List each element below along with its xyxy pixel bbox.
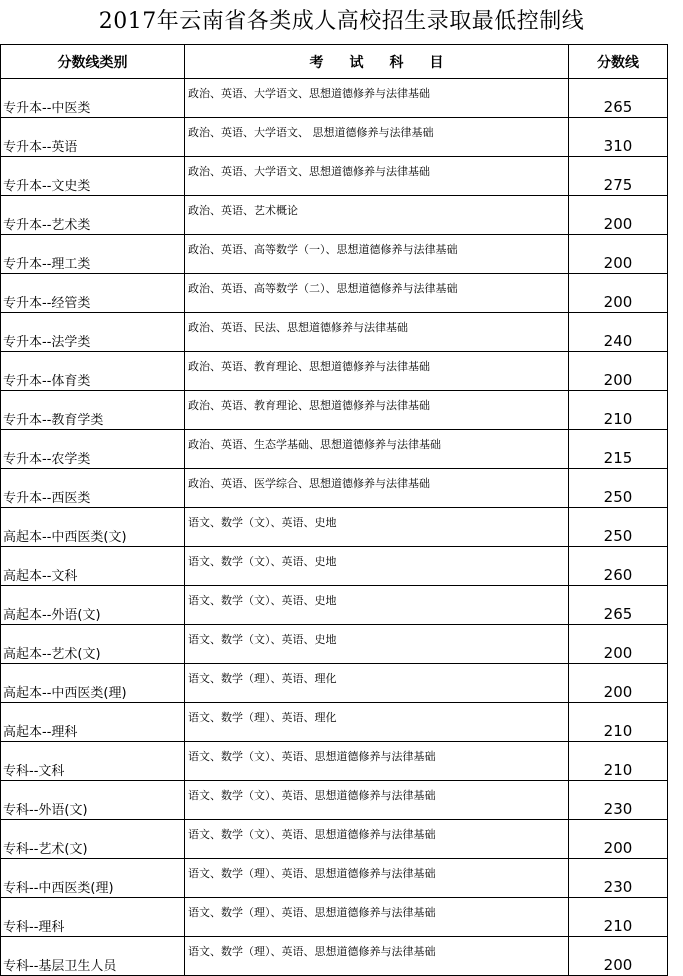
row-subjects: 政治、英语、教育理论、思想道德修养与法律基础 [185,391,569,430]
row-category: 专升本--文史类 [1,157,185,196]
row-subjects: 语文、数学（文）、英语、史地 [185,547,569,586]
row-score: 200 [569,274,668,313]
row-category: 高起本--理科 [1,703,185,742]
row-score: 200 [569,820,668,859]
row-subjects: 语文、数学（文）、英语、史地 [185,586,569,625]
row-category: 高起本--文科 [1,547,185,586]
row-category: 专科--文科 [1,742,185,781]
row-score: 230 [569,781,668,820]
row-subjects: 政治、英语、大学语文、思想道德修养与法律基础 [185,79,569,118]
table-row [1,274,668,313]
row-score: 240 [569,313,668,352]
row-subjects: 语文、数学（理）、英语、思想道德修养与法律基础 [185,937,569,976]
header-category: 分数线类别 [1,45,185,79]
table-row [1,664,668,703]
row-score: 210 [569,742,668,781]
table-row [1,820,668,859]
table-row [1,742,668,781]
table-row [1,79,668,118]
row-subjects: 政治、英语、民法、思想道德修养与法律基础 [185,313,569,352]
row-subjects: 语文、数学（文）、英语、史地 [185,508,569,547]
table-row [1,118,668,157]
row-category: 专升本--理工类 [1,235,185,274]
header-subjects: 考试科目 [185,45,569,79]
row-score: 210 [569,703,668,742]
table-row [1,937,668,976]
table-row [1,235,668,274]
table-row [1,547,668,586]
row-category: 高起本--中西医类(文) [1,508,185,547]
row-category: 专升本--中医类 [1,79,185,118]
row-category: 专升本--经管类 [1,274,185,313]
row-category: 专科--艺术(文) [1,820,185,859]
row-score: 200 [569,352,668,391]
row-category: 专升本--英语 [1,118,185,157]
row-subjects: 语文、数学（理）、英语、思想道德修养与法律基础 [185,859,569,898]
row-score: 250 [569,508,668,547]
row-category: 高起本--艺术(文) [1,625,185,664]
row-category: 专科--理科 [1,898,185,937]
row-score: 200 [569,625,668,664]
row-subjects: 语文、数学（文）、英语、思想道德修养与法律基础 [185,742,569,781]
table-row [1,625,668,664]
table-row [1,391,668,430]
row-category: 专升本--艺术类 [1,196,185,235]
table-row [1,781,668,820]
row-category: 专升本--农学类 [1,430,185,469]
table-header-row [1,45,668,79]
row-subjects: 政治、英语、高等数学（二）、思想道德修养与法律基础 [185,274,569,313]
row-subjects: 语文、数学（理）、英语、理化 [185,703,569,742]
row-subjects: 政治、英语、高等数学（一）、思想道德修养与法律基础 [185,235,569,274]
header-score: 分数线 [569,45,668,79]
row-score: 230 [569,859,668,898]
table-row [1,196,668,235]
row-score: 210 [569,898,668,937]
row-subjects: 政治、英语、大学语文、思想道德修养与法律基础 [185,157,569,196]
row-category: 高起本--中西医类(理) [1,664,185,703]
row-score: 310 [569,118,668,157]
row-subjects: 政治、英语、生态学基础、思想道德修养与法律基础 [185,430,569,469]
row-category: 高起本--外语(文) [1,586,185,625]
table-row [1,157,668,196]
row-score: 265 [569,79,668,118]
row-score: 210 [569,391,668,430]
row-subjects: 语文、数学（文）、英语、思想道德修养与法律基础 [185,820,569,859]
row-subjects: 语文、数学（文）、英语、史地 [185,625,569,664]
row-score: 250 [569,469,668,508]
row-score: 200 [569,235,668,274]
row-category: 专科--基层卫生人员 [1,937,185,976]
row-subjects: 政治、英语、大学语文、 思想道德修养与法律基础 [185,118,569,157]
row-category: 专科--中西医类(理) [1,859,185,898]
table-row [1,859,668,898]
table-row [1,898,668,937]
row-score: 200 [569,196,668,235]
admission-score-table [0,44,668,976]
table-row [1,703,668,742]
row-score: 215 [569,430,668,469]
table-row [1,508,668,547]
row-category: 专科--外语(文) [1,781,185,820]
row-score: 200 [569,664,668,703]
table-row [1,430,668,469]
table-row [1,586,668,625]
row-score: 260 [569,547,668,586]
table-row [1,352,668,391]
row-subjects: 语文、数学（理）、英语、理化 [185,664,569,703]
table-row [1,313,668,352]
row-subjects: 政治、英语、医学综合、思想道德修养与法律基础 [185,469,569,508]
row-category: 专升本--西医类 [1,469,185,508]
row-score: 275 [569,157,668,196]
row-subjects: 政治、英语、艺术概论 [185,196,569,235]
row-subjects: 政治、英语、教育理论、思想道德修养与法律基础 [185,352,569,391]
table-body [1,79,668,976]
row-category: 专升本--法学类 [1,313,185,352]
row-subjects: 语文、数学（文）、英语、思想道德修养与法律基础 [185,781,569,820]
row-score: 200 [569,937,668,976]
row-score: 265 [569,586,668,625]
table-row [1,469,668,508]
document-title: 2017年云南省各类成人高校招生录取最低控制线 [98,9,585,34]
row-subjects: 语文、数学（理）、英语、思想道德修养与法律基础 [185,898,569,937]
row-category: 专升本--体育类 [1,352,185,391]
row-category: 专升本--教育学类 [1,391,185,430]
